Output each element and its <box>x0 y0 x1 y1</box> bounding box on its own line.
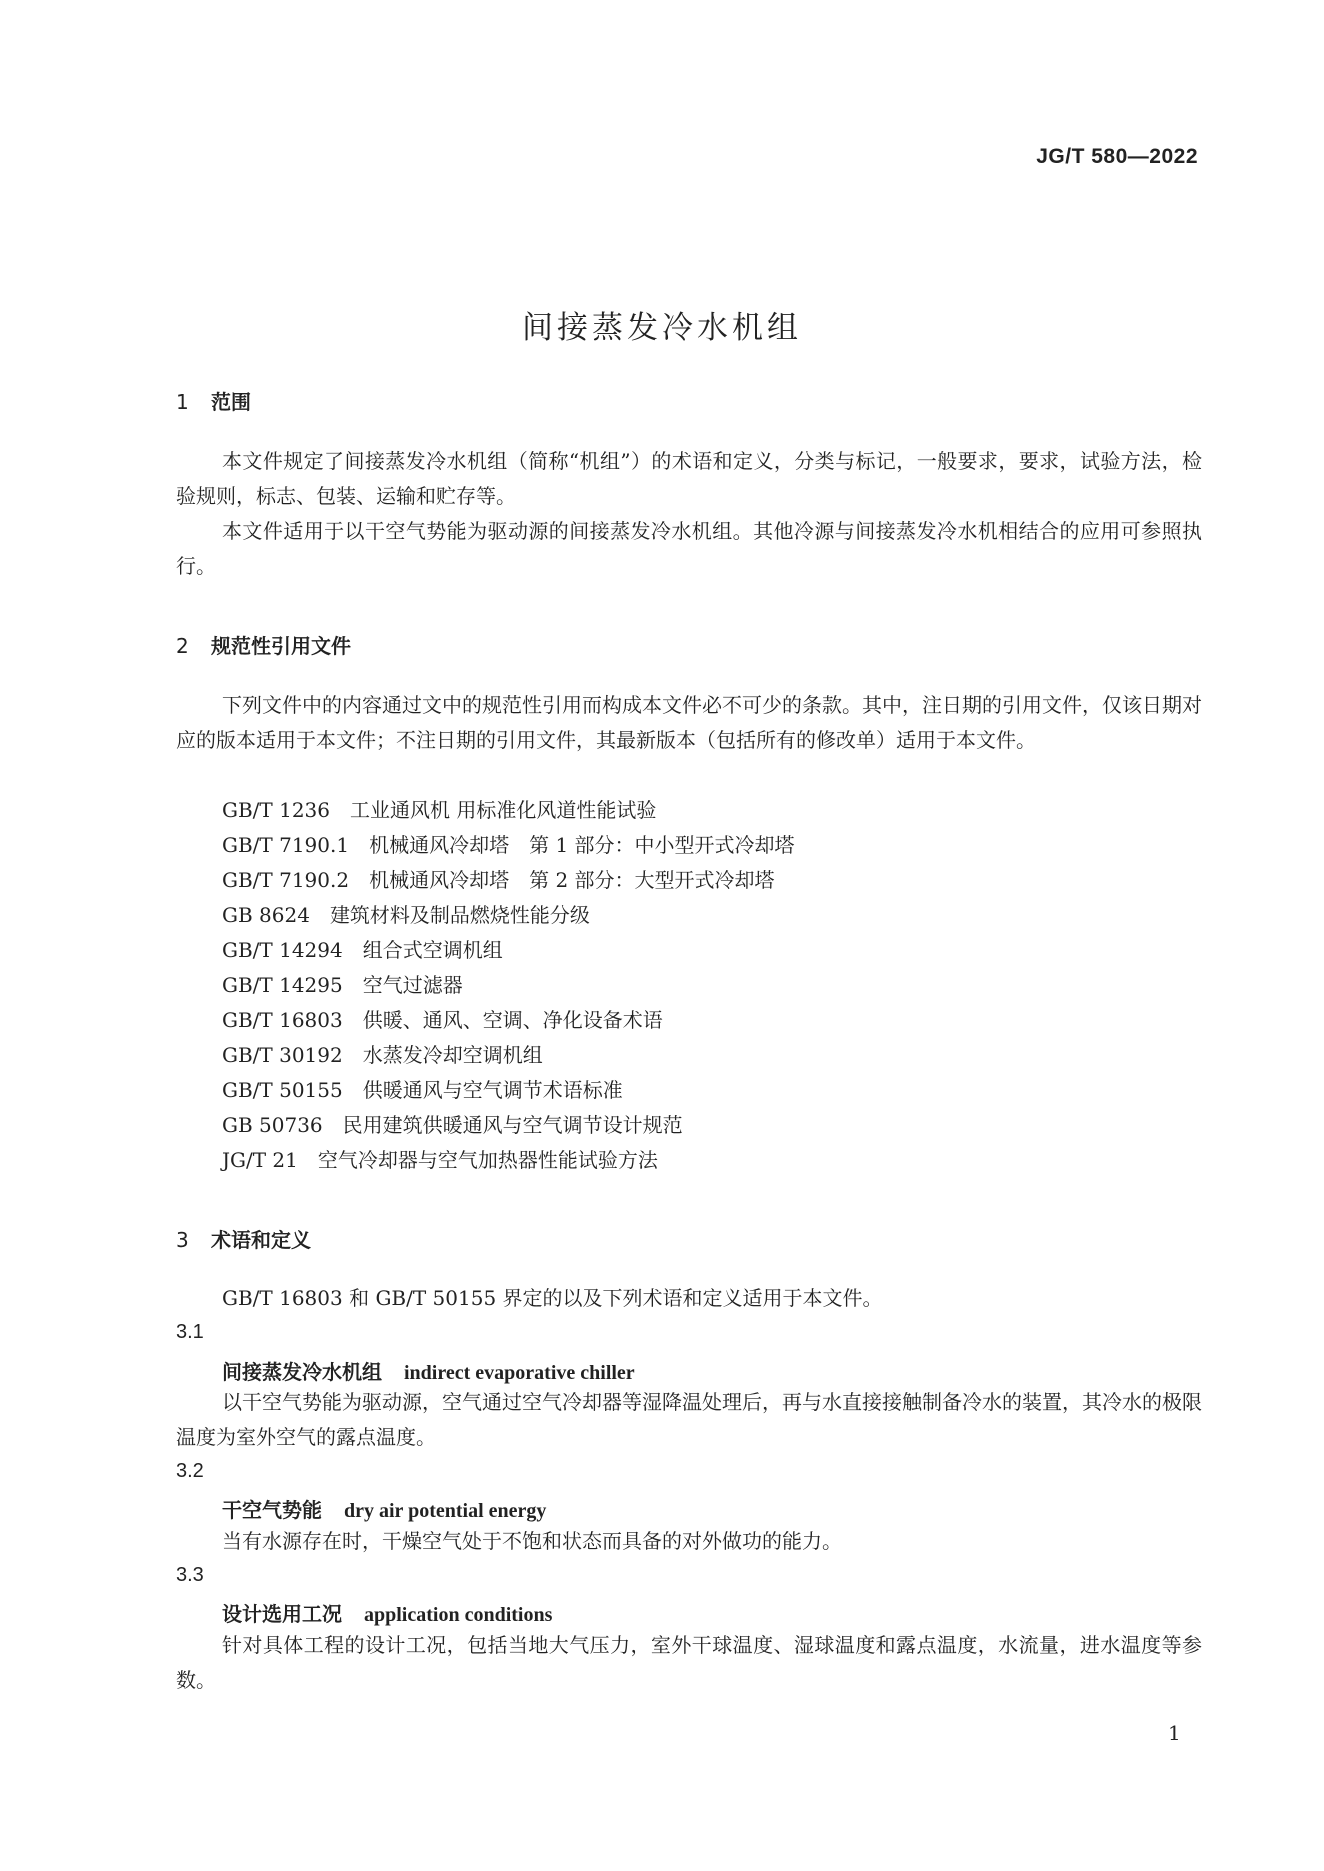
reference-item <box>222 898 590 933</box>
term-heading <box>222 1494 546 1523</box>
reference-code: GB 8624 <box>222 903 310 927</box>
reference-item <box>222 968 463 1003</box>
reference-code: GB/T 14294 <box>222 938 343 962</box>
reference-title: 空气过滤器 <box>362 973 463 997</box>
section-1-heading <box>176 386 251 415</box>
reference-item <box>222 828 795 863</box>
page-number: 1 <box>1168 1721 1181 1745</box>
reference-title: 水蒸发冷却空调机组 <box>362 1043 543 1067</box>
term-definition: 当有水源存在时，干燥空气处于不饱和状态而具备的对外做功的能力。 <box>222 1529 842 1553</box>
section-3-heading <box>176 1224 311 1253</box>
section-number: 3 <box>176 1228 189 1252</box>
reference-title: 工业通风机 用标准化风道性能试验 <box>350 798 657 822</box>
reference-title: 空气冷却器与空气加热器性能试验方法 <box>317 1148 658 1172</box>
reference-title: 机械通风冷却塔 第 2 部分：大型开式冷却塔 <box>369 868 775 892</box>
reference-title: 供暖通风与空气调节术语标准 <box>362 1078 623 1102</box>
term-number: 3.3 <box>176 1564 204 1586</box>
reference-title: 机械通风冷却塔 第 1 部分：中小型开式冷却塔 <box>369 833 795 857</box>
reference-code: GB/T 16803 <box>222 1008 343 1032</box>
reference-code: GB/T 14295 <box>222 973 343 997</box>
reference-item <box>222 863 775 898</box>
reference-item <box>222 933 503 968</box>
reference-item <box>222 1108 683 1143</box>
terms-intro: GB/T 16803 和 GB/T 50155 界定的以及下列术语和定义适用于本文件。 <box>222 1286 883 1310</box>
reference-code: GB/T 1236 <box>222 798 331 822</box>
term-zh: 设计选用工况 <box>222 1602 342 1626</box>
section-number: 1 <box>176 390 189 414</box>
reference-item <box>222 793 656 828</box>
page-title: 间接蒸发冷水机组 <box>522 310 802 346</box>
standard-code: JG/T 580—2022 <box>1036 145 1198 168</box>
reference-code: GB 50736 <box>222 1113 323 1137</box>
scope-paragraph-2: 本文件适用于以干空气势能为驱动源的间接蒸发冷水机组。其他冷源与间接蒸发冷水机相结合的应用可参照执行。 <box>176 519 1202 578</box>
reference-item <box>222 1073 623 1108</box>
term-definition: 针对具体工程的设计工况，包括当地大气压力，室外干球温度、湿球温度和露点温度，水流量，进水温度等参数。 <box>176 1633 1202 1692</box>
reference-code: GB/T 7190.1 <box>222 833 350 857</box>
section-2-heading <box>176 630 351 659</box>
term-definition: 以干空气势能为驱动源，空气通过空气冷却器等湿降温处理后，再与水直接接触制备冷水的装置，其冷水的极限温度为室外空气的露点温度。 <box>176 1390 1202 1449</box>
reference-title: 组合式空调机组 <box>362 938 503 962</box>
section-title: 规范性引用文件 <box>211 634 351 658</box>
reference-code: GB/T 50155 <box>222 1078 343 1102</box>
term-zh: 间接蒸发冷水机组 <box>222 1360 382 1384</box>
term-en: application conditions <box>364 1604 553 1626</box>
reference-code: GB/T 30192 <box>222 1043 343 1067</box>
normative-references-intro: 下列文件中的内容通过文中的规范性引用而构成本文件必不可少的条款。其中，注日期的引用文件，仅该日期对应的版本适用于本文件；不注日期的引用文件，其最新版本（包括所有的修改单）适用于本文件。 <box>176 693 1202 752</box>
reference-item <box>222 1003 663 1038</box>
section-title: 范围 <box>211 390 251 414</box>
section-title: 术语和定义 <box>211 1228 311 1252</box>
reference-title: 供暖、通风、空调、净化设备术语 <box>362 1008 663 1032</box>
reference-item <box>222 1038 543 1073</box>
section-number: 2 <box>176 634 189 658</box>
term-en: indirect evaporative chiller <box>404 1362 635 1384</box>
reference-title: 建筑材料及制品燃烧性能分级 <box>329 903 590 927</box>
reference-code: JG/T 21 <box>222 1148 298 1172</box>
term-en: dry air potential energy <box>344 1500 547 1522</box>
reference-code: GB/T 7190.2 <box>222 868 350 892</box>
reference-title: 民用建筑供暖通风与空气调节设计规范 <box>342 1113 683 1137</box>
term-number: 3.2 <box>176 1460 204 1482</box>
scope-paragraph-1: 本文件规定了间接蒸发冷水机组（简称“机组”）的术语和定义，分类与标记，一般要求，要求，试验方法，检验规则，标志、包装、运输和贮存等。 <box>176 449 1202 508</box>
reference-item <box>222 1143 658 1178</box>
term-heading <box>222 1598 552 1627</box>
term-heading <box>222 1356 635 1385</box>
term-zh: 干空气势能 <box>222 1498 322 1522</box>
term-number: 3.1 <box>176 1321 204 1343</box>
